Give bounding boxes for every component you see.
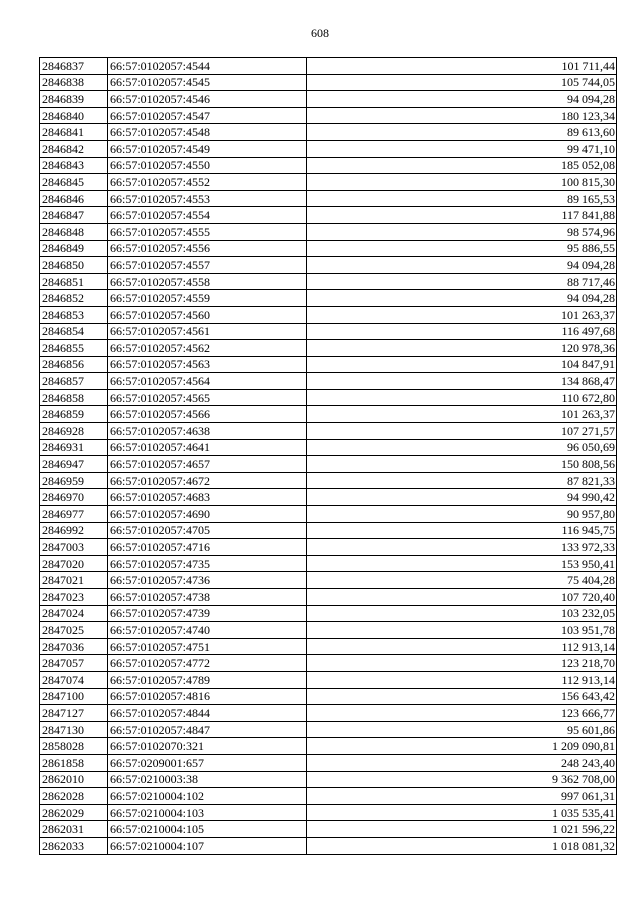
cadastral-value-cell: 185 052,08 xyxy=(307,157,617,174)
cadastral-value-cell: 133 972,33 xyxy=(307,539,617,556)
table-row xyxy=(40,821,617,838)
record-id-cell: 2847130 xyxy=(40,721,108,738)
cadastral-value-cell: 156 643,42 xyxy=(307,688,617,705)
cadastral-number-cell: 66:57:0102057:4816 xyxy=(108,688,307,705)
record-id-cell: 2847127 xyxy=(40,705,108,722)
record-id-cell: 2846852 xyxy=(40,290,108,307)
cadastral-value-cell: 123 218,70 xyxy=(307,655,617,672)
page-number: 608 xyxy=(311,26,329,40)
table-row xyxy=(40,257,617,274)
table-row xyxy=(40,406,617,423)
table-row xyxy=(40,622,617,639)
cadastral-value-cell: 9 362 708,00 xyxy=(307,771,617,788)
cadastral-number-cell: 66:57:0102057:4690 xyxy=(108,506,307,523)
table-row xyxy=(40,140,617,157)
cadastral-value-cell: 90 957,80 xyxy=(307,506,617,523)
cadastral-number-cell: 66:57:0102057:4560 xyxy=(108,306,307,323)
cadastral-number-cell: 66:57:0102057:4740 xyxy=(108,622,307,639)
table-row xyxy=(40,721,617,738)
record-id-cell: 2846843 xyxy=(40,157,108,174)
cadastral-number-cell: 66:57:0102057:4550 xyxy=(108,157,307,174)
table-row xyxy=(40,290,617,307)
cadastral-number-cell: 66:57:0102057:4672 xyxy=(108,472,307,489)
cadastral-value-cell: 94 094,28 xyxy=(307,290,617,307)
cadastral-value-cell: 1 021 596,22 xyxy=(307,821,617,838)
cadastral-value-cell: 104 847,91 xyxy=(307,356,617,373)
table-row xyxy=(40,273,617,290)
table-row xyxy=(40,223,617,240)
cadastral-value-cell: 110 672,80 xyxy=(307,389,617,406)
cadastral-number-cell: 66:57:0210003:38 xyxy=(108,771,307,788)
record-id-cell: 2846849 xyxy=(40,240,108,257)
cadastral-number-cell: 66:57:0102057:4566 xyxy=(108,406,307,423)
table-row xyxy=(40,472,617,489)
table-row xyxy=(40,58,617,75)
cadastral-value-cell: 112 913,14 xyxy=(307,638,617,655)
record-id-cell: 2846847 xyxy=(40,207,108,224)
record-id-cell: 2862033 xyxy=(40,837,108,854)
cadastral-number-cell: 66:57:0102057:4565 xyxy=(108,389,307,406)
table-row xyxy=(40,91,617,108)
cadastral-number-cell: 66:57:0209001:657 xyxy=(108,754,307,771)
record-id-cell: 2847025 xyxy=(40,622,108,639)
table-row xyxy=(40,788,617,805)
cadastral-value-cell: 89 165,53 xyxy=(307,190,617,207)
cadastral-number-cell: 66:57:0102057:4638 xyxy=(108,423,307,440)
table-row xyxy=(40,638,617,655)
record-id-cell: 2862010 xyxy=(40,771,108,788)
cadastral-value-cell: 153 950,41 xyxy=(307,555,617,572)
cadastral-number-cell: 66:57:0102057:4548 xyxy=(108,124,307,141)
record-id-cell: 2846970 xyxy=(40,489,108,506)
cadastral-value-cell: 248 243,40 xyxy=(307,754,617,771)
cadastral-value-cell: 107 271,57 xyxy=(307,423,617,440)
table-row xyxy=(40,738,617,755)
record-id-cell: 2846856 xyxy=(40,356,108,373)
table-row xyxy=(40,771,617,788)
cadastral-number-cell: 66:57:0102057:4739 xyxy=(108,605,307,622)
record-id-cell: 2847036 xyxy=(40,638,108,655)
record-id-cell: 2847021 xyxy=(40,572,108,589)
cadastral-value-cell: 75 404,28 xyxy=(307,572,617,589)
record-id-cell: 2858028 xyxy=(40,738,108,755)
cadastral-number-cell: 66:57:0102057:4559 xyxy=(108,290,307,307)
cadastral-value-cell: 116 497,68 xyxy=(307,323,617,340)
record-id-cell: 2846853 xyxy=(40,306,108,323)
cadastral-value-cell: 94 094,28 xyxy=(307,91,617,108)
record-id-cell: 2862028 xyxy=(40,788,108,805)
cadastral-number-cell: 66:57:0102057:4552 xyxy=(108,174,307,191)
record-id-cell: 2846931 xyxy=(40,439,108,456)
record-id-cell: 2846928 xyxy=(40,423,108,440)
table-row xyxy=(40,389,617,406)
record-id-cell: 2862029 xyxy=(40,804,108,821)
cadastral-value-cell: 89 613,60 xyxy=(307,124,617,141)
cadastral-value-cell: 180 123,34 xyxy=(307,107,617,124)
table-row xyxy=(40,754,617,771)
cadastral-number-cell: 66:57:0102057:4847 xyxy=(108,721,307,738)
record-id-cell: 2846854 xyxy=(40,323,108,340)
table-row xyxy=(40,489,617,506)
table-row xyxy=(40,572,617,589)
cadastral-value-cell: 107 720,40 xyxy=(307,589,617,606)
record-id-cell: 2846848 xyxy=(40,223,108,240)
record-id-cell: 2846845 xyxy=(40,174,108,191)
cadastral-value-cell: 96 050,69 xyxy=(307,439,617,456)
cadastral-number-cell: 66:57:0102057:4549 xyxy=(108,140,307,157)
cadastral-value-cell: 101 263,37 xyxy=(307,306,617,323)
table-row xyxy=(40,705,617,722)
record-id-cell: 2846859 xyxy=(40,406,108,423)
cadastral-value-cell: 95 886,55 xyxy=(307,240,617,257)
record-id-cell: 2846841 xyxy=(40,124,108,141)
record-id-cell: 2862031 xyxy=(40,821,108,838)
table-row xyxy=(40,605,617,622)
record-id-cell: 2847057 xyxy=(40,655,108,672)
cadastral-value-cell: 123 666,77 xyxy=(307,705,617,722)
cadastral-number-cell: 66:57:0102057:4545 xyxy=(108,74,307,91)
table-row xyxy=(40,655,617,672)
record-id-cell: 2846846 xyxy=(40,190,108,207)
cadastral-value-cell: 103 232,05 xyxy=(307,605,617,622)
record-id-cell: 2847024 xyxy=(40,605,108,622)
cadastral-number-cell: 66:57:0102057:4562 xyxy=(108,340,307,357)
cadastral-number-cell: 66:57:0102057:4641 xyxy=(108,439,307,456)
table-row xyxy=(40,190,617,207)
cadastral-value-cell: 98 574,96 xyxy=(307,223,617,240)
cadastral-number-cell: 66:57:0210004:102 xyxy=(108,788,307,805)
cadastral-value-table xyxy=(39,57,617,855)
table-row xyxy=(40,373,617,390)
record-id-cell: 2846959 xyxy=(40,472,108,489)
table-row xyxy=(40,340,617,357)
cadastral-number-cell: 66:57:0102057:4736 xyxy=(108,572,307,589)
cadastral-value-cell: 1 209 090,81 xyxy=(307,738,617,755)
table-row xyxy=(40,522,617,539)
cadastral-number-cell: 66:57:0102057:4772 xyxy=(108,655,307,672)
cadastral-number-cell: 66:57:0102057:4563 xyxy=(108,356,307,373)
cadastral-value-cell: 100 815,30 xyxy=(307,174,617,191)
cadastral-value-cell: 95 601,86 xyxy=(307,721,617,738)
table-row xyxy=(40,207,617,224)
cadastral-number-cell: 66:57:0210004:103 xyxy=(108,804,307,821)
cadastral-value-cell: 1 035 535,41 xyxy=(307,804,617,821)
table-row xyxy=(40,555,617,572)
cadastral-number-cell: 66:57:0102057:4554 xyxy=(108,207,307,224)
cadastral-number-cell: 66:57:0102057:4789 xyxy=(108,671,307,688)
record-id-cell: 2847100 xyxy=(40,688,108,705)
cadastral-number-cell: 66:57:0102057:4561 xyxy=(108,323,307,340)
record-id-cell: 2846858 xyxy=(40,389,108,406)
cadastral-value-cell: 94 094,28 xyxy=(307,257,617,274)
cadastral-number-cell: 66:57:0102057:4564 xyxy=(108,373,307,390)
table-row xyxy=(40,174,617,191)
cadastral-value-cell: 117 841,88 xyxy=(307,207,617,224)
table-row xyxy=(40,688,617,705)
cadastral-number-cell: 66:57:0102057:4705 xyxy=(108,522,307,539)
cadastral-number-cell: 66:57:0102057:4556 xyxy=(108,240,307,257)
cadastral-number-cell: 66:57:0102057:4716 xyxy=(108,539,307,556)
cadastral-number-cell: 66:57:0102057:4751 xyxy=(108,638,307,655)
cadastral-number-cell: 66:57:0210004:105 xyxy=(108,821,307,838)
record-id-cell: 2846850 xyxy=(40,257,108,274)
cadastral-number-cell: 66:57:0210004:107 xyxy=(108,837,307,854)
table-row xyxy=(40,671,617,688)
cadastral-number-cell: 66:57:0102057:4557 xyxy=(108,257,307,274)
record-id-cell: 2846839 xyxy=(40,91,108,108)
table-row xyxy=(40,423,617,440)
cadastral-value-cell: 87 821,33 xyxy=(307,472,617,489)
cadastral-number-cell: 66:57:0102057:4844 xyxy=(108,705,307,722)
table-row xyxy=(40,157,617,174)
table-row xyxy=(40,506,617,523)
record-id-cell: 2846837 xyxy=(40,58,108,75)
cadastral-number-cell: 66:57:0102057:4738 xyxy=(108,589,307,606)
record-id-cell: 2847023 xyxy=(40,589,108,606)
record-id-cell: 2861858 xyxy=(40,754,108,771)
cadastral-number-cell: 66:57:0102070:321 xyxy=(108,738,307,755)
cadastral-value-cell: 99 471,10 xyxy=(307,140,617,157)
table-row xyxy=(40,589,617,606)
cadastral-number-cell: 66:57:0102057:4553 xyxy=(108,190,307,207)
record-id-cell: 2846838 xyxy=(40,74,108,91)
cadastral-value-cell: 103 951,78 xyxy=(307,622,617,639)
record-id-cell: 2847020 xyxy=(40,555,108,572)
cadastral-value-cell: 88 717,46 xyxy=(307,273,617,290)
table-row xyxy=(40,74,617,91)
cadastral-number-cell: 66:57:0102057:4657 xyxy=(108,456,307,473)
cadastral-value-cell: 116 945,75 xyxy=(307,522,617,539)
table-row xyxy=(40,124,617,141)
record-id-cell: 2847003 xyxy=(40,539,108,556)
table-row xyxy=(40,107,617,124)
table-row xyxy=(40,306,617,323)
table-row xyxy=(40,323,617,340)
record-id-cell: 2846851 xyxy=(40,273,108,290)
table-row xyxy=(40,456,617,473)
table-row xyxy=(40,439,617,456)
record-id-cell: 2846842 xyxy=(40,140,108,157)
cadastral-number-cell: 66:57:0102057:4555 xyxy=(108,223,307,240)
cadastral-value-cell: 1 018 081,32 xyxy=(307,837,617,854)
record-id-cell: 2846992 xyxy=(40,522,108,539)
table-row xyxy=(40,539,617,556)
cadastral-value-cell: 112 913,14 xyxy=(307,671,617,688)
cadastral-number-cell: 66:57:0102057:4544 xyxy=(108,58,307,75)
record-id-cell: 2847074 xyxy=(40,671,108,688)
cadastral-value-cell: 150 808,56 xyxy=(307,456,617,473)
record-id-cell: 2846855 xyxy=(40,340,108,357)
table-row xyxy=(40,240,617,257)
cadastral-number-cell: 66:57:0102057:4735 xyxy=(108,555,307,572)
record-id-cell: 2846947 xyxy=(40,456,108,473)
cadastral-number-cell: 66:57:0102057:4546 xyxy=(108,91,307,108)
table-row xyxy=(40,356,617,373)
cadastral-value-cell: 101 711,44 xyxy=(307,58,617,75)
table-row xyxy=(40,804,617,821)
record-id-cell: 2846977 xyxy=(40,506,108,523)
cadastral-value-cell: 120 978,36 xyxy=(307,340,617,357)
cadastral-number-cell: 66:57:0102057:4547 xyxy=(108,107,307,124)
table-row xyxy=(40,837,617,854)
cadastral-number-cell: 66:57:0102057:4683 xyxy=(108,489,307,506)
record-id-cell: 2846840 xyxy=(40,107,108,124)
cadastral-value-cell: 94 990,42 xyxy=(307,489,617,506)
cadastral-value-cell: 101 263,37 xyxy=(307,406,617,423)
cadastral-number-cell: 66:57:0102057:4558 xyxy=(108,273,307,290)
cadastral-value-cell: 134 868,47 xyxy=(307,373,617,390)
cadastral-value-cell: 105 744,05 xyxy=(307,74,617,91)
record-id-cell: 2846857 xyxy=(40,373,108,390)
cadastral-value-cell: 997 061,31 xyxy=(307,788,617,805)
table-body xyxy=(40,58,617,855)
